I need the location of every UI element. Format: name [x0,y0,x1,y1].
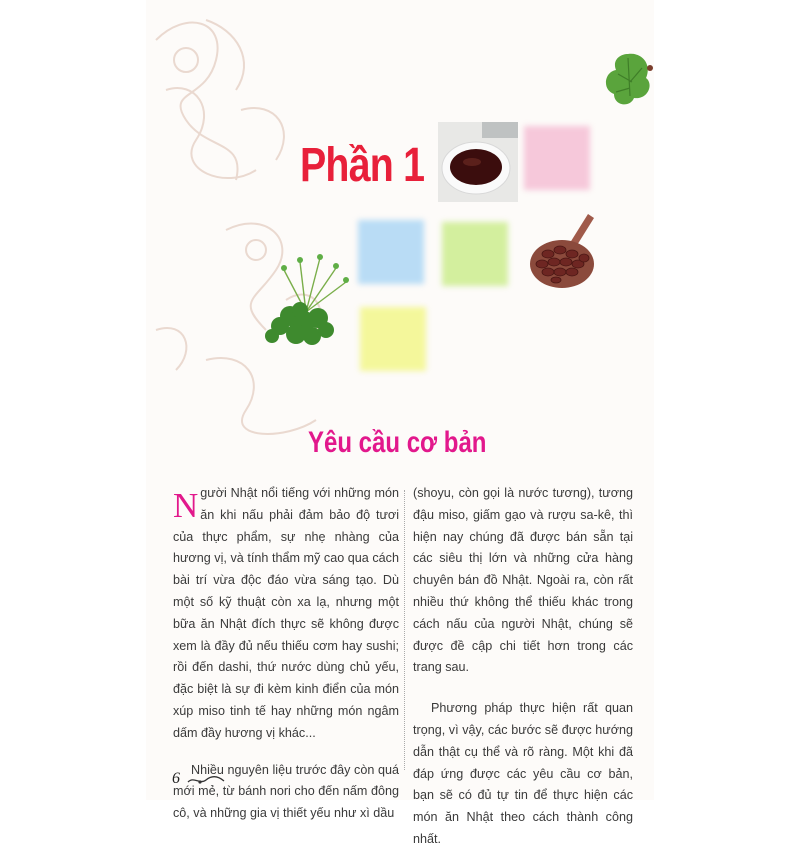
soy-sauce-dish-photo [438,122,518,202]
paragraph: (shoyu, còn gọi là nước tương), tương đậu miso, giấm gạo và rượu sa-kê, thì hiện nay chúng đã được bán sẵn tại các siêu thị lớn và những cửa hàng chuyên bán đồ Nhật. Ngoài ra, còn rất nhiều thứ không thể thiếu khác trong cách nấu của người Nhật, chúng sẽ được đề cập chi tiết hơn trong các trang sau. [413,486,633,675]
page-number: 6 [172,770,180,787]
footer-flourish-icon [186,773,226,787]
decor-tile-pink [524,126,590,190]
green-leaf-photo [602,48,654,112]
part-heading: Phần 1 [300,139,425,192]
red-beans-on-spoon-photo [528,214,600,294]
coriander-sprig-photo [260,252,352,348]
drop-cap: N [173,486,199,525]
paragraph: Phương pháp thực hiện rất quan trọng, vì vậy, các bước sẽ được hướng dẫn thật cụ thể và rõ ràng. Một khi đã đáp ứng được các yêu cầu cơ bản, bạn sẽ có đủ tự tin để thực hiện các món ăn Nhật theo cách thành công nhất. [413,701,633,846]
section-heading: Yêu cầu cơ bản [308,426,487,459]
decor-tile-green [442,222,508,286]
column-divider [404,490,405,770]
decor-tile-blue [358,220,424,284]
decor-tile-yellow [360,307,426,371]
paragraph: Nhiều nguyên liệu trước đây còn quá mới mẻ, từ bánh nori cho đến nấm đông cô, và những gia vị thiết yếu như xì dầu [173,762,399,821]
paragraph [173,483,399,745]
text-column-right [413,483,633,851]
paragraph-text: gười Nhật nổi tiếng với những món ăn khi nấu phải đảm bảo độ tươi của thực phẩm, sự nhẹ nhàng của hương vị, và tính thẩm mỹ cao qua cách bài trí vừa độc đáo vừa sáng tạo. Dù một số kỹ thuật còn xa lạ, nhưng một bữa ăn Nhật đích thực sẽ không được xem là đầy đủ nếu thiếu cơm hay sushi; rồi đến dashi, thứ nước dùng chủ yếu, đặc biệt là sự đi kèm kinh điển của món xúp miso tinh tế hay những món ngâm dấm đầy hương vị khác... [173,486,399,740]
book-page [146,0,654,846]
